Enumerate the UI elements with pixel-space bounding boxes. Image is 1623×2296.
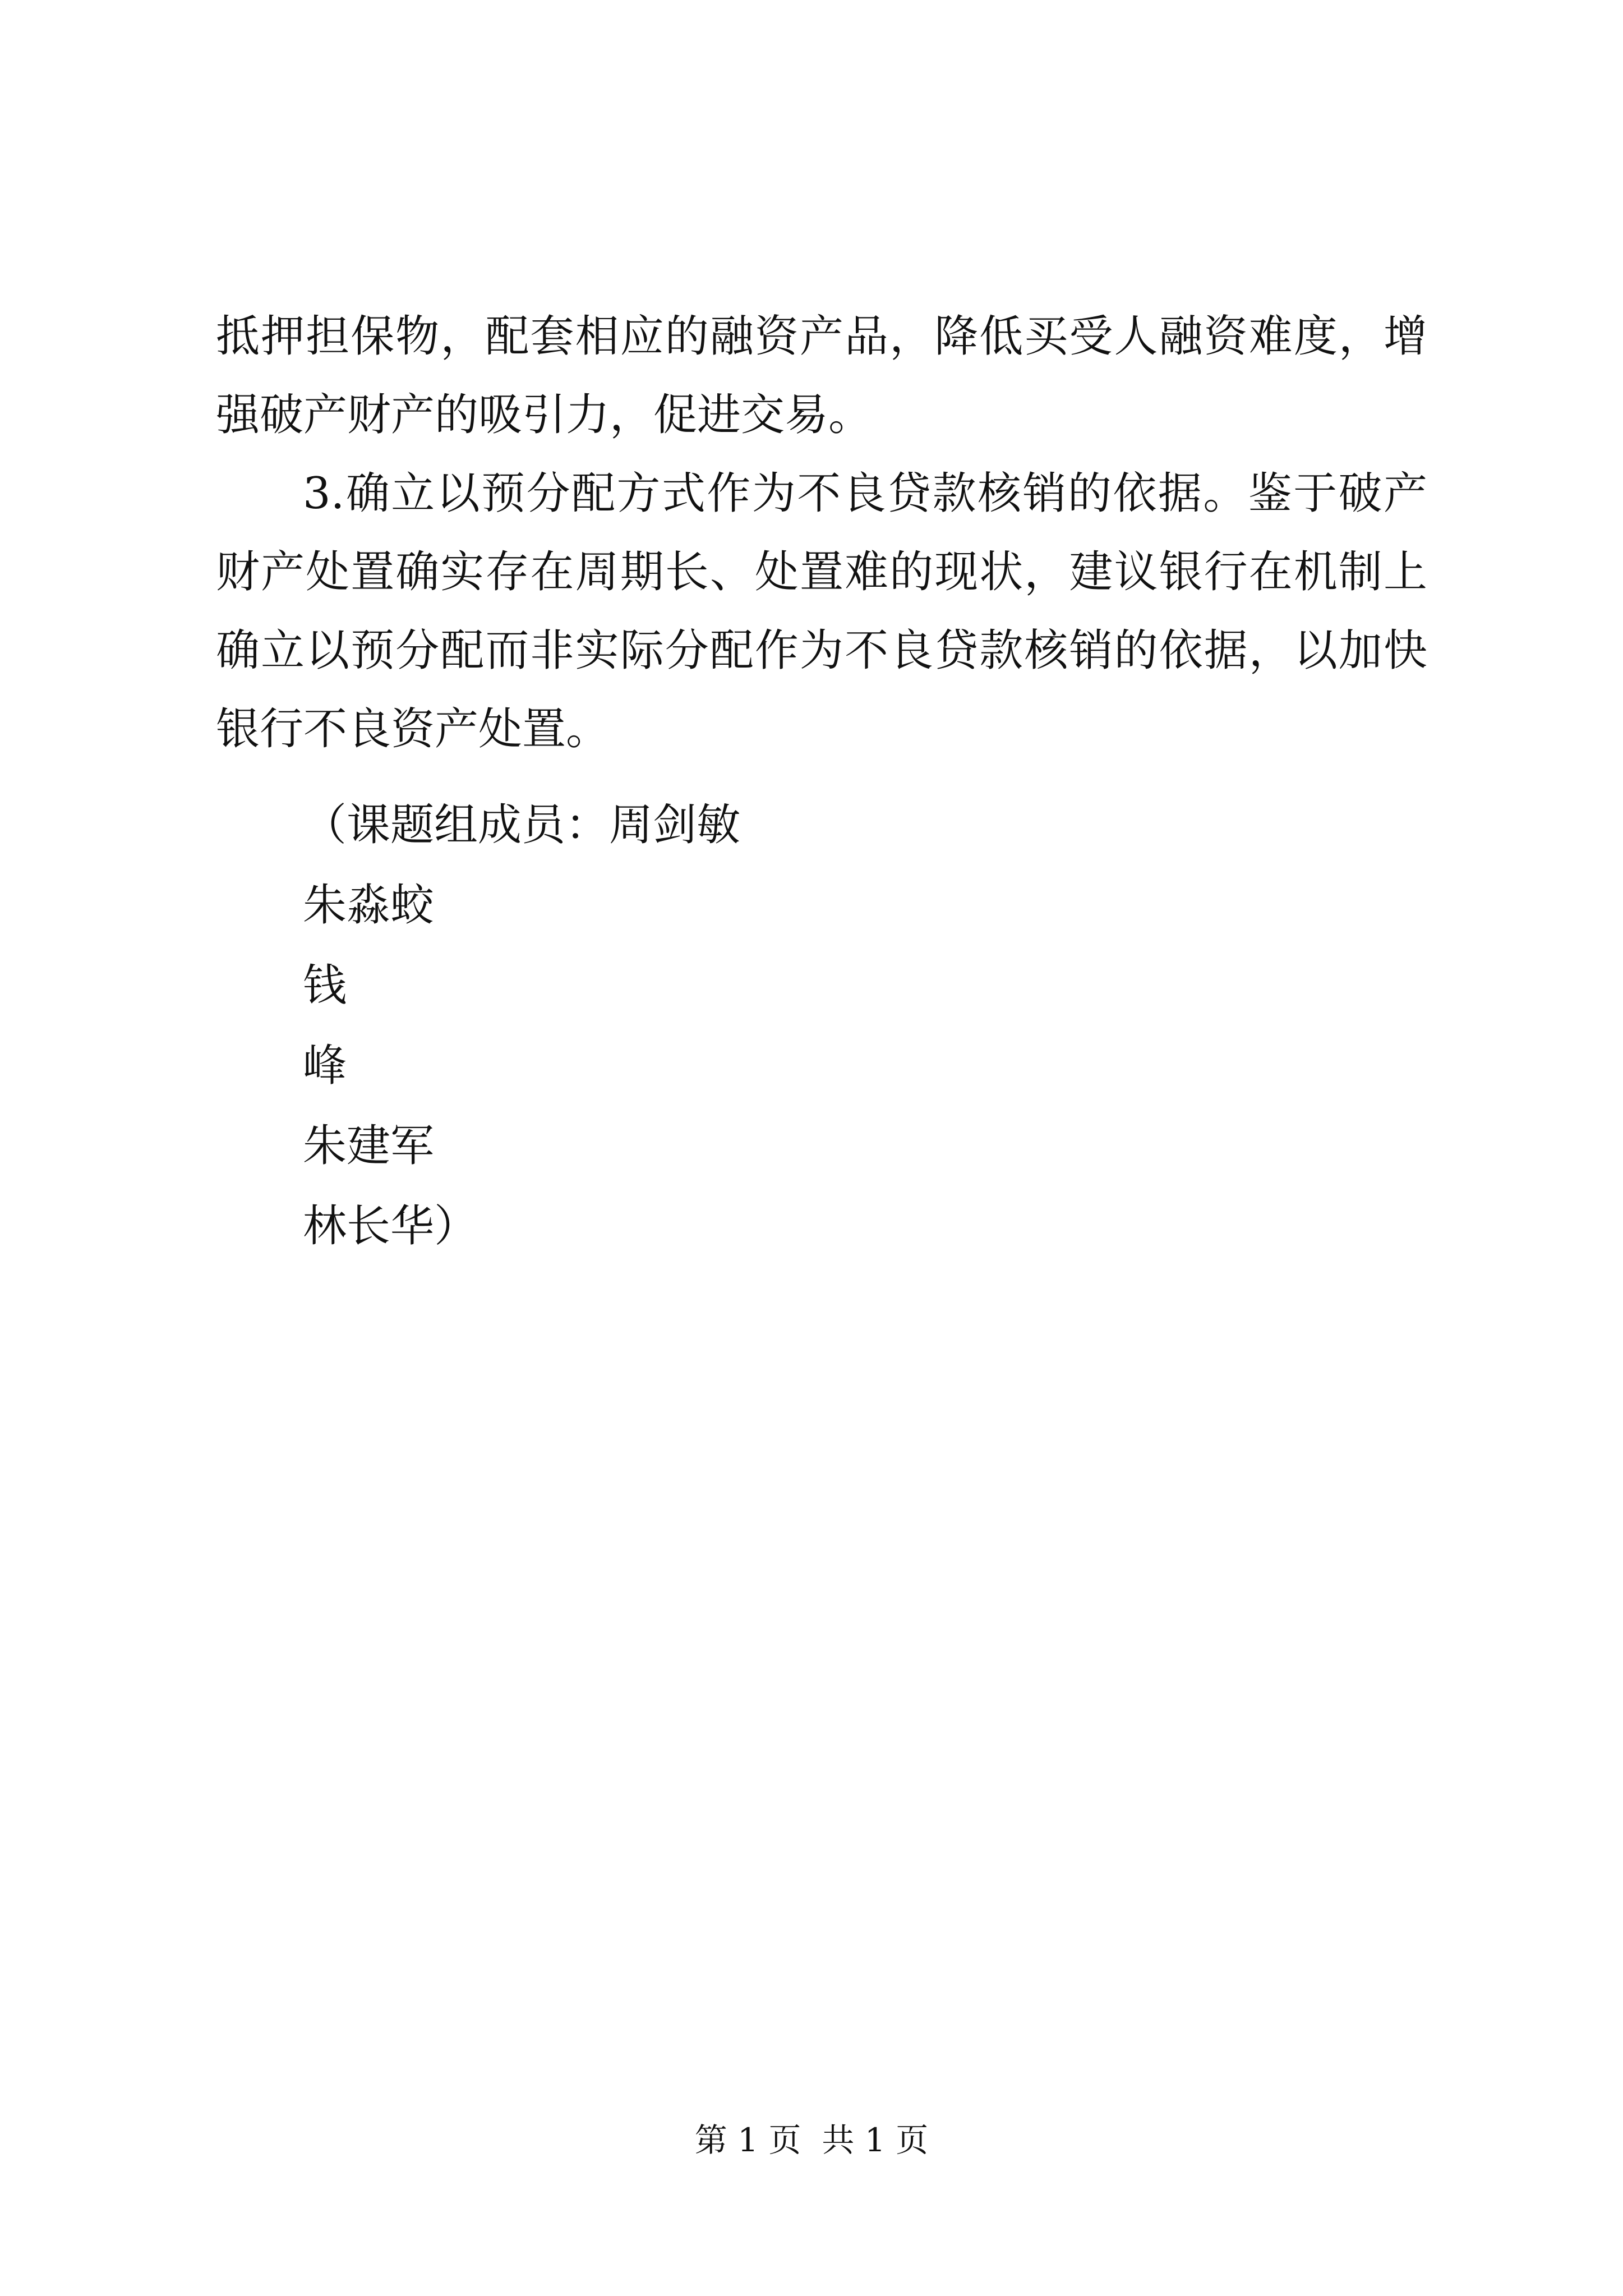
paragraph-recommendation-3: 3.确立以预分配方式作为不良贷款核销的依据。鉴于破产财产处置确实存在周期长、处置难的现状，建议银行在机制上确立以预分配而非实际分配作为不良贷款核销的依据，以加快银行不良资产处置。 [216, 468, 1427, 754]
member-name: 朱建军 [303, 1121, 435, 1171]
members-heading: （课题组成员：周剑敏 [303, 800, 741, 850]
member-name: 峰 [303, 1041, 347, 1091]
document-body [216, 297, 1427, 769]
research-group-members [303, 785, 1200, 1267]
member-name: 朱淼蛟 [303, 880, 435, 931]
member-name: 钱 [303, 960, 347, 1011]
page-footer [0, 2118, 1623, 2162]
member-name: 林长华） [303, 1201, 478, 1251]
page-number: 第 1 页 共 1 页 [694, 2121, 929, 2159]
paragraph-continuation: 抵押担保物，配套相应的融资产品，降低买受人融资难度，增强破产财产的吸引力，促进交易。 [216, 311, 1427, 440]
